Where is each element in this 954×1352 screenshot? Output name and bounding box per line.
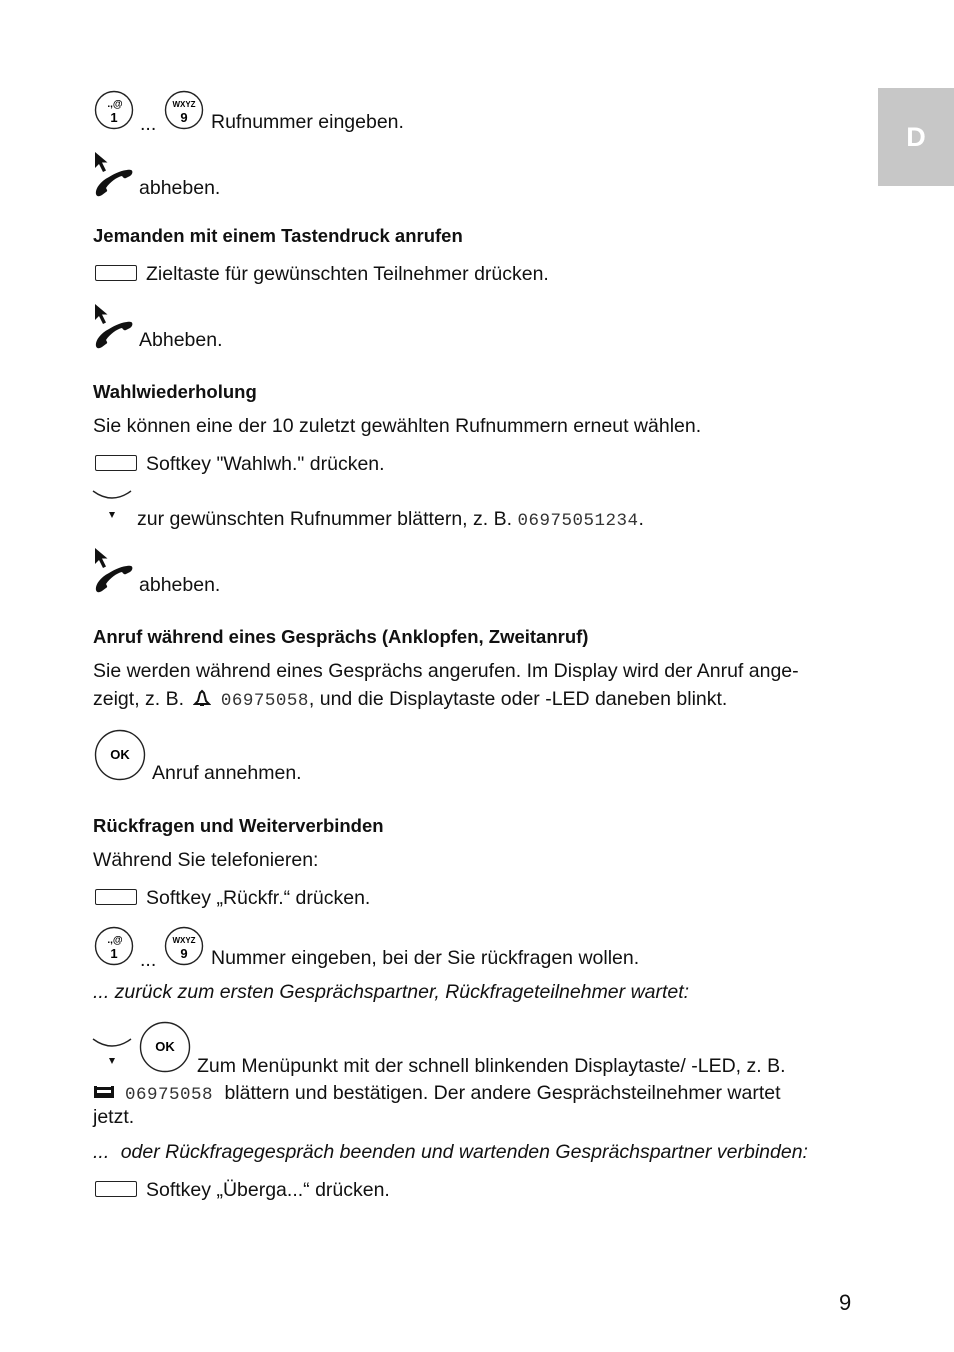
softkey-icon	[95, 1181, 137, 1197]
section-heading: Wahlwiederholung	[93, 381, 257, 402]
key-9-icon	[164, 90, 206, 132]
softkey-icon	[95, 889, 137, 905]
step-text: Rufnummer eingeben.	[211, 111, 404, 133]
phone-number: 06975051234	[517, 511, 639, 531]
paragraph-text: , und die Displaytaste oder -LED daneben blinkt.	[308, 688, 728, 710]
step-text	[93, 1081, 781, 1107]
bell-icon	[193, 689, 211, 707]
ok-key-icon	[139, 1021, 191, 1073]
chapter-tab: D	[878, 88, 954, 186]
paragraph: Während Sie telefonieren:	[93, 849, 319, 871]
step-text: Nummer eingeben, bei der Sie rückfragen wollen.	[211, 947, 640, 969]
section-heading: Rückfragen und Weiterverbinden	[93, 815, 384, 836]
ellipsis: ...	[140, 113, 157, 135]
key-1-digit: 1	[110, 110, 118, 125]
step-text: abheben.	[139, 574, 221, 596]
key-9-letters: WXYZ	[172, 936, 196, 945]
step-text: Zieltaste für gewünschten Teilnehmer drücken.	[146, 263, 549, 285]
italic-ellipsis: ...	[93, 1141, 110, 1163]
key-1-symbols: .,@	[107, 935, 123, 946]
section-heading: Jemanden mit einem Tastendruck anrufen	[93, 225, 463, 246]
handset-pickup-icon	[93, 302, 135, 350]
key-1-icon	[94, 926, 136, 968]
punctuation: .	[638, 508, 644, 530]
ok-key-label: OK	[110, 747, 130, 762]
step-text: Zum Menüpunkt mit der schnell blinkenden Displaytaste/ -LED, z. B.	[197, 1055, 786, 1077]
handset-pickup-icon	[93, 150, 135, 198]
key-9-digit: 9	[180, 946, 188, 961]
key-1-digit: 1	[110, 946, 118, 961]
paragraph-line: Sie werden während eines Gesprächs angerufen. Im Display wird der Anruf ange-	[93, 660, 799, 682]
paragraph-line	[93, 687, 727, 713]
section-heading: Anruf während eines Gesprächs (Anklopfen, Zweitanruf)	[93, 626, 589, 647]
scroll-down-icon	[91, 488, 135, 522]
page-number: 9	[839, 1290, 852, 1315]
paragraph: Sie können eine der 10 zuletzt gewählten Rufnummern erneut wählen.	[93, 415, 702, 437]
step-text: abheben.	[139, 177, 221, 199]
step-text: Abheben.	[139, 329, 223, 351]
paragraph-text: zeigt, z. B.	[93, 688, 185, 710]
italic-subheading: ... zurück zum ersten Gesprächspartner, Rückfrageteilnehmer wartet:	[93, 981, 690, 1003]
key-1-icon	[94, 90, 136, 132]
phone-number: 06975058	[220, 691, 309, 711]
step-text: jetzt.	[93, 1106, 135, 1128]
phone-number: 06975058	[125, 1085, 214, 1105]
step-text: Softkey „Rückfr.“ drücken.	[146, 887, 371, 909]
step-text-main: zur gewünschten Rufnummer blättern, z. B.	[137, 508, 513, 530]
key-9-digit: 9	[180, 110, 188, 125]
softkey-icon	[95, 455, 137, 471]
scroll-down-icon	[91, 1036, 135, 1070]
handset-pickup-icon	[93, 546, 135, 594]
ellipsis: ...	[140, 949, 157, 971]
key-9-letters: WXYZ	[172, 100, 196, 109]
key-9-icon	[164, 926, 206, 968]
step-text: Softkey „Überga...“ drücken.	[146, 1179, 390, 1201]
ok-key-label: OK	[155, 1039, 175, 1054]
step-text-main: blättern und bestätigen. Der andere Gesprächsteilnehmer wartet	[224, 1082, 781, 1104]
step-text: Anruf annehmen.	[152, 762, 302, 784]
italic-text: oder Rückfragegespräch beenden und wartenden Gesprächspartner verbinden:	[120, 1141, 808, 1163]
ok-key-icon	[94, 729, 146, 781]
step-text	[137, 507, 644, 533]
key-1-symbols: .,@	[107, 99, 123, 110]
italic-subheading	[93, 1140, 808, 1164]
step-text: Softkey "Wahlwh." drücken.	[146, 453, 385, 475]
softkey-icon	[95, 265, 137, 281]
hold-icon	[93, 1084, 115, 1100]
